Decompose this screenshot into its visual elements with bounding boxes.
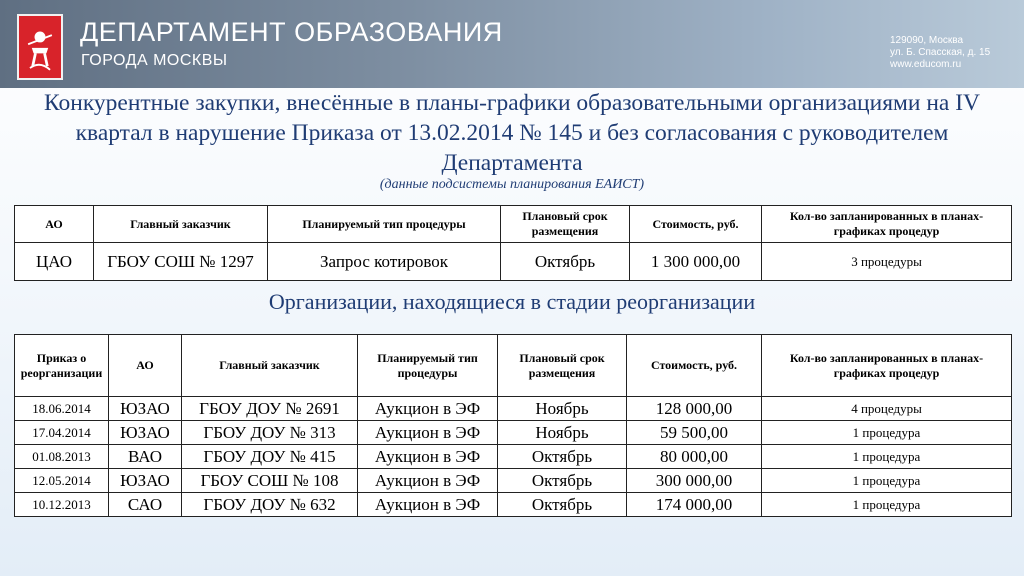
header-cell: Стоимость, руб. (630, 206, 762, 243)
header-cell: АО (15, 206, 94, 243)
table-cell: 1 процедура (762, 493, 1012, 517)
table-cell: Ноябрь (498, 421, 627, 445)
table-cell: Аукцион в ЭФ (358, 493, 498, 517)
address-line: ул. Б. Спасская, д. 15 (890, 47, 991, 58)
header-cell: Планируемый тип процедуры (358, 335, 498, 397)
table-cell: 1 процедура (762, 469, 1012, 493)
table-cell: 1 процедура (762, 421, 1012, 445)
table-cell: ГБОУ ДОУ № 313 (182, 421, 358, 445)
header-cell: Плановый срок размещения (498, 335, 627, 397)
table-cell: ЮЗАО (109, 397, 182, 421)
header-cell: Приказ о реорганизации (15, 335, 109, 397)
table-row (15, 445, 1012, 469)
table-cell: 1 300 000,00 (630, 243, 762, 281)
moscow-coat-of-arms-icon (17, 14, 63, 80)
department-address (890, 35, 990, 71)
table-cell: Аукцион в ЭФ (358, 421, 498, 445)
table-cell: ЮЗАО (109, 469, 182, 493)
table-cell: ГБОУ СОШ № 1297 (94, 243, 268, 281)
table-cell: Аукцион в ЭФ (358, 445, 498, 469)
slide-title: Конкурентные закупки, внесённые в планы-графики образовательными организациями на IV квартал в нарушение Приказа от 13.02.2014 № 145 и без согласования с руководителем Департамента (43, 90, 981, 176)
table-cell: Октябрь (498, 493, 627, 517)
table-cell: Аукцион в ЭФ (358, 397, 498, 421)
section-title: Организации, находящиеся в стадии реорганизации (268, 289, 756, 314)
table-row (15, 421, 1012, 445)
table-cell: 174 000,00 (627, 493, 762, 517)
website-link[interactable]: www.educom.ru (890, 59, 962, 70)
slide-subtitle: (данные подсистемы планирования ЕАИСТ) (379, 177, 645, 192)
table-row (15, 243, 1012, 281)
table-row (15, 397, 1012, 421)
table-cell: 12.05.2014 (15, 469, 109, 493)
table-cell: ГБОУ ДОУ № 415 (182, 445, 358, 469)
table-header-row (15, 206, 1012, 243)
header-cell: Кол-во запланированных в планах-графиках процедур (762, 335, 1012, 397)
address-line: 129090, Москва (890, 35, 964, 46)
header-cell: Главный заказчик (182, 335, 358, 397)
table-cell: Октябрь (501, 243, 630, 281)
header-banner (0, 0, 1024, 88)
table-cell: 59 500,00 (627, 421, 762, 445)
header-cell: Плановый срок размещения (501, 206, 630, 243)
table-cell: 01.08.2013 (15, 445, 109, 469)
table-cell: Запрос котировок (268, 243, 501, 281)
table-cell: ЮЗАО (109, 421, 182, 445)
table-header-row (15, 335, 1012, 397)
header-cell: АО (109, 335, 182, 397)
table-cell: 1 процедура (762, 445, 1012, 469)
table-row (15, 493, 1012, 517)
department-title: ДЕПАРТАМЕНТ ОБРАЗОВАНИЯ (80, 17, 503, 47)
table-cell: 80 000,00 (627, 445, 762, 469)
table-row (15, 469, 1012, 493)
table-cell: 3 процедуры (762, 243, 1012, 281)
header-cell: Кол-во запланированных в планах-графиках процедур (762, 206, 1012, 243)
header-cell: Планируемый тип процедуры (268, 206, 501, 243)
reorganization-table (14, 334, 1012, 517)
table-cell: ГБОУ СОШ № 108 (182, 469, 358, 493)
table-cell: Октябрь (498, 469, 627, 493)
table-cell: 17.04.2014 (15, 421, 109, 445)
table-cell: САО (109, 493, 182, 517)
procurements-table (14, 205, 1012, 281)
header-cell: Главный заказчик (94, 206, 268, 243)
table-cell: 128 000,00 (627, 397, 762, 421)
table-cell: 4 процедуры (762, 397, 1012, 421)
table-cell: ГБОУ ДОУ № 2691 (182, 397, 358, 421)
table-cell: Ноябрь (498, 397, 627, 421)
table-cell: Октябрь (498, 445, 627, 469)
table-cell: 300 000,00 (627, 469, 762, 493)
table-cell: ВАО (109, 445, 182, 469)
table-cell: ГБОУ ДОУ № 632 (182, 493, 358, 517)
table-cell: 18.06.2014 (15, 397, 109, 421)
department-subtitle: ГОРОДА МОСКВЫ (81, 52, 228, 69)
table-cell: Аукцион в ЭФ (358, 469, 498, 493)
table-cell: 10.12.2013 (15, 493, 109, 517)
table-cell: ЦАО (15, 243, 94, 281)
header-cell: Стоимость, руб. (627, 335, 762, 397)
